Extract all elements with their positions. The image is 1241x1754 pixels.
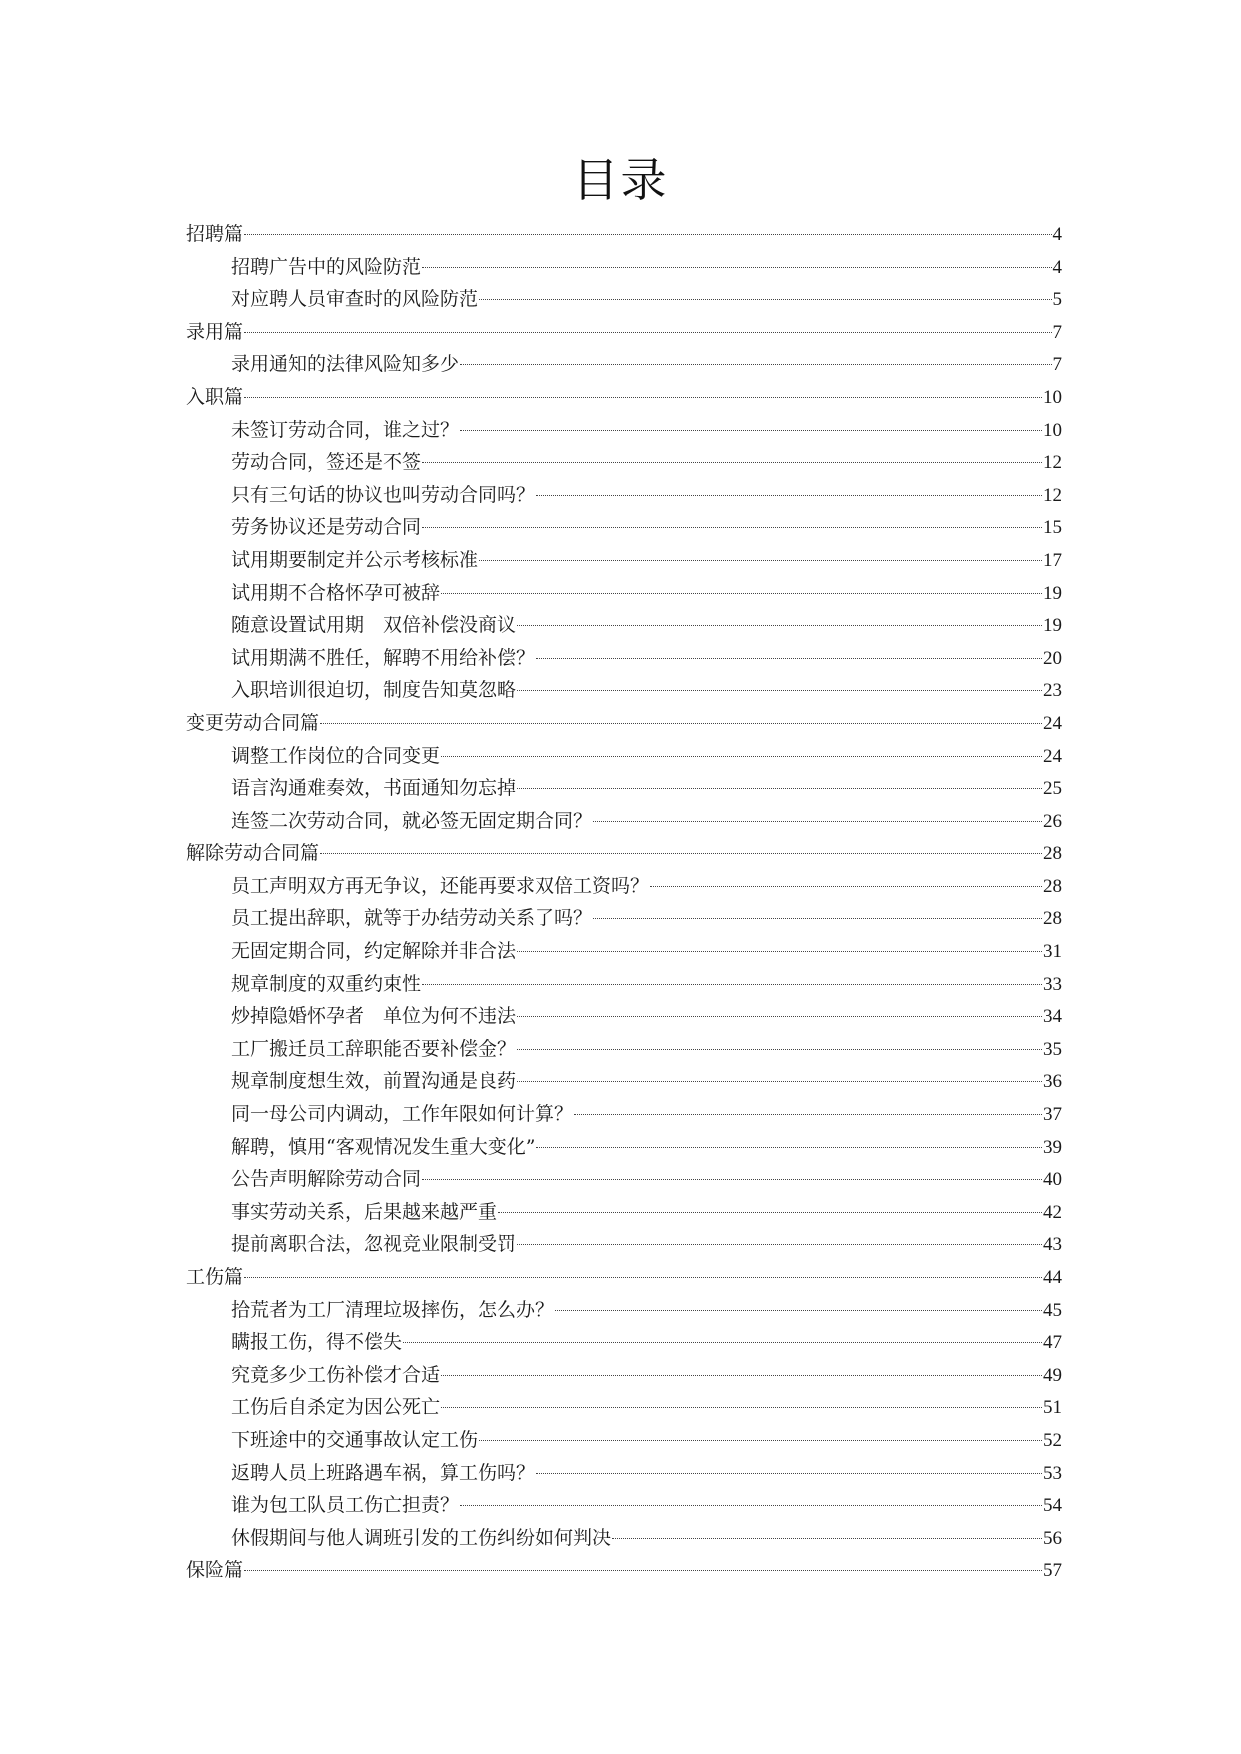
dot-leader <box>460 430 1042 431</box>
toc-page-number: 37 <box>1043 1104 1062 1126</box>
toc-entry-title: 解除劳动合同篇 <box>186 842 320 865</box>
toc-page-number: 17 <box>1043 549 1062 571</box>
toc-page-number: 34 <box>1043 1006 1062 1028</box>
toc-subsection-entry[interactable] <box>186 805 1062 838</box>
toc-subsection-entry[interactable] <box>186 1163 1062 1196</box>
toc-page-number: 26 <box>1043 810 1062 832</box>
toc-subsection-entry[interactable] <box>186 609 1062 642</box>
toc-page-number: 7 <box>1052 321 1062 343</box>
toc-page-number: 4 <box>1052 224 1062 245</box>
toc-entry-title: 炒掉隐婚怀孕者 单位为何不违法 <box>231 1005 517 1028</box>
toc-subsection-entry[interactable] <box>186 446 1062 479</box>
dot-leader <box>555 1310 1042 1311</box>
dot-leader <box>517 690 1042 691</box>
toc-page-number: 25 <box>1043 778 1062 800</box>
toc-entry-title: 员工提出辞职，就等于办结劳动关系了吗？ <box>231 907 593 930</box>
toc-subsection-entry[interactable] <box>186 1294 1062 1327</box>
toc-page-number: 12 <box>1043 452 1062 474</box>
toc-page-number: 40 <box>1043 1169 1062 1191</box>
toc-entry-title: 试用期要制定并公示考核标准 <box>231 548 479 571</box>
dot-leader <box>403 1342 1042 1343</box>
toc-entry-title: 拾荒者为工厂清理垃圾摔伤，怎么办？ <box>231 1298 555 1321</box>
toc-subsection-entry[interactable] <box>186 1228 1062 1261</box>
toc-subsection-entry[interactable] <box>186 935 1062 968</box>
toc-entry-title: 工伤后自杀定为因公死亡 <box>231 1396 441 1419</box>
dot-leader <box>441 756 1042 757</box>
toc-page-number: 57 <box>1043 1560 1062 1582</box>
toc-subsection-entry[interactable] <box>186 1000 1062 1033</box>
toc-page-number: 19 <box>1043 582 1062 604</box>
toc-subsection-entry[interactable] <box>186 544 1062 577</box>
toc-subsection-entry[interactable] <box>186 479 1062 512</box>
toc-page-number: 28 <box>1043 875 1062 897</box>
toc-entry-title: 录用篇 <box>186 320 244 343</box>
toc-page-number: 53 <box>1043 1462 1062 1484</box>
toc-page-number: 36 <box>1043 1071 1062 1093</box>
toc-entry-title: 入职篇 <box>186 385 244 408</box>
toc-section-entry[interactable] <box>186 837 1062 870</box>
toc-subsection-entry[interactable] <box>186 772 1062 805</box>
dot-leader <box>441 1407 1042 1408</box>
dot-leader <box>320 853 1042 854</box>
toc-page-number: 44 <box>1043 1267 1062 1288</box>
toc-page-number: 43 <box>1043 1234 1062 1256</box>
dot-leader <box>460 364 1051 365</box>
toc-section-entry[interactable] <box>186 1261 1062 1294</box>
dot-leader <box>517 1016 1042 1017</box>
toc-subsection-entry[interactable] <box>186 1457 1062 1490</box>
toc-page-number: 31 <box>1043 941 1062 963</box>
toc-page-number: 47 <box>1043 1332 1062 1354</box>
toc-page-number: 28 <box>1043 908 1062 930</box>
dot-leader <box>593 821 1042 822</box>
toc-page-number: 33 <box>1043 973 1062 995</box>
toc-page-number: 23 <box>1043 680 1062 702</box>
dot-leader <box>536 658 1042 659</box>
toc-subsection-entry[interactable] <box>186 251 1062 284</box>
toc-subsection-entry[interactable] <box>186 1196 1062 1229</box>
toc-entry-title: 入职培训很迫切，制度告知莫忽略 <box>231 679 517 702</box>
toc-subsection-entry[interactable] <box>186 511 1062 544</box>
dot-leader <box>574 1114 1042 1115</box>
toc-entry-title: 下班途中的交通事故认定工伤 <box>231 1428 479 1451</box>
dot-leader <box>422 462 1042 463</box>
dot-leader <box>517 1049 1042 1050</box>
toc-page-number: 4 <box>1052 256 1062 278</box>
toc-page-number: 24 <box>1043 745 1062 767</box>
dot-leader <box>479 1440 1042 1441</box>
dot-leader <box>244 1277 1042 1278</box>
toc-entry-title: 公告声明解除劳动合同 <box>231 1168 422 1191</box>
toc-page-number: 42 <box>1043 1201 1062 1223</box>
toc-entry-title: 招聘篇 <box>186 223 244 245</box>
toc-entry-title: 休假期间与他人调班引发的工伤纠纷如何判决 <box>231 1526 612 1549</box>
dot-leader <box>517 788 1042 789</box>
toc-page-number: 28 <box>1043 843 1062 865</box>
toc-page-number: 10 <box>1043 386 1062 408</box>
toc-entry-title: 规章制度想生效，前置沟通是良药 <box>231 1070 517 1093</box>
toc-entry-title: 变更劳动合同篇 <box>186 711 320 734</box>
toc-entry-title: 解聘，慎用“客观情况发生重大变化” <box>231 1135 536 1158</box>
toc-subsection-entry[interactable] <box>186 414 1062 447</box>
dot-leader <box>498 1212 1042 1213</box>
dot-leader <box>479 560 1042 561</box>
toc-entry-title: 无固定期合同，约定解除并非合法 <box>231 940 517 963</box>
toc-entry-title: 对应聘人员审查时的风险防范 <box>231 288 479 311</box>
toc-section-entry[interactable] <box>186 218 1062 251</box>
dot-leader <box>422 984 1042 985</box>
dot-leader <box>244 397 1042 398</box>
dot-leader <box>244 1570 1042 1571</box>
toc-subsection-entry[interactable] <box>186 870 1062 903</box>
toc-subsection-entry[interactable] <box>186 348 1062 381</box>
toc-subsection-entry[interactable] <box>186 968 1062 1001</box>
dot-leader <box>479 299 1051 300</box>
toc-page-number: 54 <box>1043 1495 1062 1517</box>
toc-subsection-entry[interactable] <box>186 1359 1062 1392</box>
toc-page-number: 19 <box>1043 615 1062 637</box>
toc-subsection-entry[interactable] <box>186 1065 1062 1098</box>
toc-page-number: 12 <box>1043 484 1062 506</box>
toc-title: 目录 <box>572 153 669 207</box>
toc-subsection-entry[interactable] <box>186 740 1062 773</box>
toc-entry-title: 瞒报工伤，得不偿失 <box>231 1331 403 1354</box>
dot-leader <box>460 1505 1042 1506</box>
dot-leader <box>536 1473 1042 1474</box>
toc-subsection-entry[interactable] <box>186 1522 1062 1555</box>
toc-entry-title: 劳务协议还是劳动合同 <box>231 516 422 539</box>
toc-entry-title: 工伤篇 <box>186 1266 244 1288</box>
toc-subsection-entry[interactable] <box>186 1489 1062 1522</box>
toc-entry-title: 招聘广告中的风险防范 <box>231 255 422 278</box>
toc-subsection-entry[interactable] <box>186 902 1062 935</box>
table-of-contents <box>186 218 1062 1587</box>
dot-leader <box>517 1244 1042 1245</box>
dot-leader <box>244 234 1051 235</box>
toc-page-number: 51 <box>1043 1397 1062 1419</box>
dot-leader <box>593 918 1042 919</box>
toc-entry-title: 工厂搬迁员工辞职能否要补偿金？ <box>231 1037 517 1060</box>
dot-leader <box>536 1147 1042 1148</box>
toc-subsection-entry[interactable] <box>186 1391 1062 1424</box>
toc-page-number: 39 <box>1043 1136 1062 1158</box>
toc-section-entry[interactable] <box>186 316 1062 349</box>
toc-page-number: 15 <box>1043 517 1062 539</box>
toc-subsection-entry[interactable] <box>186 674 1062 707</box>
toc-entry-title: 语言沟通难奏效，书面通知勿忘掉 <box>231 777 517 800</box>
toc-subsection-entry[interactable] <box>186 642 1062 675</box>
toc-entry-title: 究竟多少工伤补偿才合适 <box>231 1363 441 1386</box>
dot-leader <box>650 886 1042 887</box>
toc-section-entry[interactable] <box>186 1554 1062 1587</box>
toc-subsection-entry[interactable] <box>186 1131 1062 1164</box>
toc-page-number: 7 <box>1052 354 1062 376</box>
toc-entry-title: 未签订劳动合同，谁之过？ <box>231 418 460 441</box>
toc-subsection-entry[interactable] <box>186 283 1062 316</box>
toc-page-number: 52 <box>1043 1429 1062 1451</box>
toc-entry-title: 试用期满不胜任，解聘不用给补偿？ <box>231 646 536 669</box>
dot-leader <box>536 495 1042 496</box>
dot-leader <box>517 951 1042 952</box>
toc-entry-title: 连签二次劳动合同，就必签无固定期合同？ <box>231 809 593 832</box>
toc-entry-title: 只有三句话的协议也叫劳动合同吗？ <box>231 483 536 506</box>
dot-leader <box>320 723 1042 724</box>
dot-leader <box>244 332 1051 333</box>
dot-leader <box>422 267 1051 268</box>
toc-page-number: 49 <box>1043 1364 1062 1386</box>
toc-page-number: 24 <box>1043 712 1062 734</box>
toc-section-entry[interactable] <box>186 707 1062 740</box>
toc-entry-title: 谁为包工队员工伤亡担责？ <box>231 1494 460 1517</box>
toc-entry-title: 事实劳动关系，后果越来越严重 <box>231 1200 498 1223</box>
dot-leader <box>422 527 1042 528</box>
toc-page-number: 56 <box>1043 1527 1062 1549</box>
toc-subsection-entry[interactable] <box>186 1098 1062 1131</box>
toc-page-number: 10 <box>1043 419 1062 441</box>
toc-entry-title: 同一母公司内调动，工作年限如何计算？ <box>231 1103 574 1126</box>
toc-subsection-entry[interactable] <box>186 1424 1062 1457</box>
toc-page-number: 20 <box>1043 647 1062 669</box>
toc-entry-title: 试用期不合格怀孕可被辞 <box>231 581 441 604</box>
toc-section-entry[interactable] <box>186 381 1062 414</box>
toc-page-number: 35 <box>1043 1038 1062 1060</box>
toc-entry-title: 提前离职合法，忽视竞业限制受罚 <box>231 1233 517 1256</box>
toc-entry-title: 员工声明双方再无争议，还能再要求双倍工资吗？ <box>231 874 650 897</box>
dot-leader <box>517 1081 1042 1082</box>
toc-entry-title: 调整工作岗位的合同变更 <box>231 744 441 767</box>
toc-entry-title: 随意设置试用期 双倍补偿没商议 <box>231 614 517 637</box>
dot-leader <box>422 1179 1042 1180</box>
toc-page-number: 5 <box>1052 289 1062 311</box>
toc-entry-title: 劳动合同，签还是不签 <box>231 451 422 474</box>
toc-entry-title: 规章制度的双重约束性 <box>231 972 422 995</box>
toc-page-number: 45 <box>1043 1299 1062 1321</box>
toc-entry-title: 保险篇 <box>186 1559 244 1582</box>
toc-entry-title: 返聘人员上班路遇车祸，算工伤吗？ <box>231 1461 536 1484</box>
toc-subsection-entry[interactable] <box>186 1326 1062 1359</box>
dot-leader <box>517 625 1042 626</box>
dot-leader <box>612 1538 1042 1539</box>
dot-leader <box>441 593 1042 594</box>
toc-entry-title: 录用通知的法律风险知多少 <box>231 353 460 376</box>
toc-subsection-entry[interactable] <box>186 1033 1062 1066</box>
toc-subsection-entry[interactable] <box>186 577 1062 610</box>
dot-leader <box>441 1375 1042 1376</box>
